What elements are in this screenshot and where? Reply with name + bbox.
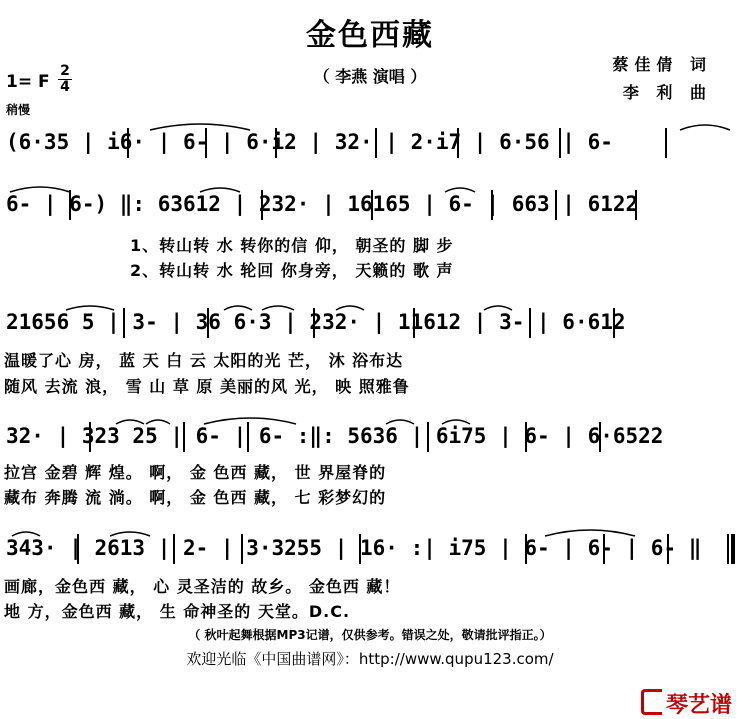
composer-credit: 李 利 曲 xyxy=(622,83,712,102)
lyric-row-4-verse-2: 藏布 奔腾 流 淌。 啊， 金 色西 藏， 七 彩梦幻的 xyxy=(4,488,387,507)
tempo-marking: 稍慢 xyxy=(6,103,31,117)
lyric-row-3-verse-1: 温暖了心 房， 蓝 天 白 云 太阳的光 芒， 沐 浴布达 xyxy=(4,351,404,370)
singer-credit: （ 李燕 演唱 ） xyxy=(313,67,427,86)
time-signature xyxy=(58,64,72,95)
notation-row-4 xyxy=(0,416,740,462)
lyric-row-5-verse-1: 画廊，金色西 藏， 心 灵圣洁的 故乡。 金色西 藏！ xyxy=(4,577,401,596)
notation-row-1 xyxy=(0,122,740,168)
logo-text: 琴艺谱 xyxy=(665,693,732,718)
website-line: 欢迎光临《中国曲谱网》：http://www.qupu123.com/ xyxy=(186,650,554,668)
lyric-row-3-verse-2: 随风 去流 浪， 雪 山 草 原 美丽的风 光， 映 照雅鲁 xyxy=(4,377,410,396)
notation-row-2 xyxy=(0,184,740,230)
key-signature: 1= F xyxy=(6,72,50,92)
logo-icon xyxy=(641,689,662,715)
lyric-row-5-verse-2: 地 方，金色西 藏， 生 命神圣的 天堂。D.C. xyxy=(4,602,351,621)
row-3-notes: 21656 5 | 3- | 36 6·3 | 232· | 11612 | 3- | 6·612 xyxy=(6,310,626,334)
row-4-notes: 32· | 323 25 | 6- | 6- :‖: 5636 | 6i75 | 6- | 6·6522 xyxy=(6,424,664,448)
notation-row-3 xyxy=(0,302,740,348)
lyric-row-2-verse-2: 2、转山转 水 轮回 你身旁， 天籁的 歌 声 xyxy=(130,261,454,280)
lyricist-credit: 蔡佳倩 词 xyxy=(612,55,712,74)
time-signature-bottom: 4 xyxy=(60,79,70,95)
row-1-notes: (6·35 | i6· | 6- | 6·i2 | 32· | 2·i7 | 6·56 | 6- xyxy=(6,130,613,154)
lyric-row-4-verse-1: 拉宫 金碧 辉 煌。 啊， 金 色西 藏， 世 界屋脊的 xyxy=(4,463,387,482)
row-2-notes: 6- | 6-) ‖: 63612 | 232· | 16165 | 6- | 663 | 6122 xyxy=(6,192,639,216)
song-title: 金色西藏 xyxy=(306,18,434,53)
transcriber-note: （ 秋叶起舞根据MP3记谱，仅供参考。错误之处，敬请批评指正。） xyxy=(188,628,552,642)
notation-row-5 xyxy=(0,528,740,574)
site-logo xyxy=(641,688,732,719)
tie-arc xyxy=(680,125,730,130)
time-signature-top: 2 xyxy=(60,63,70,79)
lyric-row-2-verse-1: 1、转山转 水 转你的信 仰， 朝圣的 脚 步 xyxy=(130,236,454,255)
row-5-notes: 343· | 2613 | 2- | 3·3255 | 16· :| i75 | 6- | 6- | 6- ‖ xyxy=(6,536,702,560)
